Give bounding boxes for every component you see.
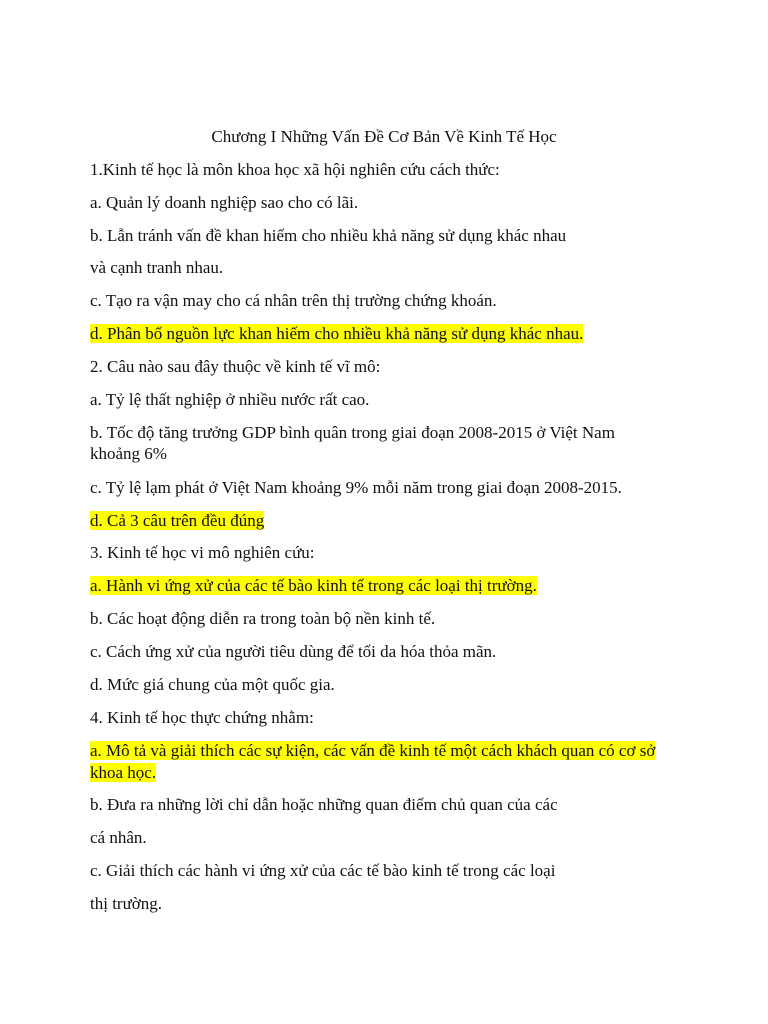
q1-answer-d [90,323,583,345]
q3-option-c: c. Cách ứng xử của người tiêu dùng để tối da hóa thỏa mãn. [90,642,497,661]
q2-option-c: c. Tỷ lệ lạm phát ở Việt Nam khoảng 9% mỗi năm trong giai đoạn 2008-2015. [90,478,622,497]
q3-answer-a [90,575,537,597]
q3-option-b: b. Các hoạt động diễn ra trong toàn bộ nền kinh tế. [90,609,436,628]
q4-answer-a-continued [90,762,156,784]
q4-option-c: c. Giải thích các hành vi ứng xử của các tế bào kinh tế trong các loại [90,861,556,880]
question-2: 2. Câu nào sau đây thuộc về kinh tế vĩ mô: [90,357,381,376]
question-4: 4. Kinh tế học thực chứng nhằm: [90,708,314,727]
q1-option-b: b. Lẫn tránh vấn đề khan hiếm cho nhiều khả năng sử dụng khác nhau [90,226,567,245]
q3-answer-highlight: a. Hành vi ứng xử của các tế bào kinh tế trong các loại thị trường. [90,576,537,595]
q2-option-a: a. Tỷ lệ thất nghiệp ở nhiều nước rất cao. [90,390,370,409]
q2-answer-highlight: d. Cả 3 câu trên đều đúng [90,511,265,530]
q4-option-b: b. Đưa ra những lời chỉ dẫn hoặc những quan điểm chủ quan của các [90,795,558,814]
q4-option-c-continued: thị trường. [90,894,163,913]
q4-answer-highlight: a. Mô tả và giải thích các sự kiện, các vấn đề kinh tế một cách khách quan có cơ sở [90,741,656,760]
q2-option-b: b. Tốc độ tăng trưởng GDP bình quân trong giai đoạn 2008-2015 ở Việt Nam [90,423,615,442]
q1-answer-highlight: d. Phân bổ nguồn lực khan hiếm cho nhiều khả năng sử dụng khác nhau. [90,324,584,343]
q1-option-a: a. Quản lý doanh nghiệp sao cho có lãi. [90,193,359,212]
q4-option-b-continued: cá nhân. [90,828,147,847]
q2-answer-d [90,510,264,532]
question-1: 1.Kinh tế học là môn khoa học xã hội nghiên cứu cách thức: [90,160,500,179]
q4-answer-highlight-continued: khoa học. [90,763,157,782]
q3-option-d: d. Mức giá chung của một quốc gia. [90,675,335,694]
question-3: 3. Kinh tế học vi mô nghiên cứu: [90,543,315,562]
q1-option-c: c. Tạo ra vận may cho cá nhân trên thị trường chứng khoán. [90,291,497,310]
q2-option-b-continued: khoảng 6% [90,444,167,463]
q4-answer-a [90,740,655,762]
q1-option-b-continued: và cạnh tranh nhau. [90,258,224,277]
chapter-title: Chương I Những Vấn Đề Cơ Bản Về Kinh Tế Học [211,127,557,146]
